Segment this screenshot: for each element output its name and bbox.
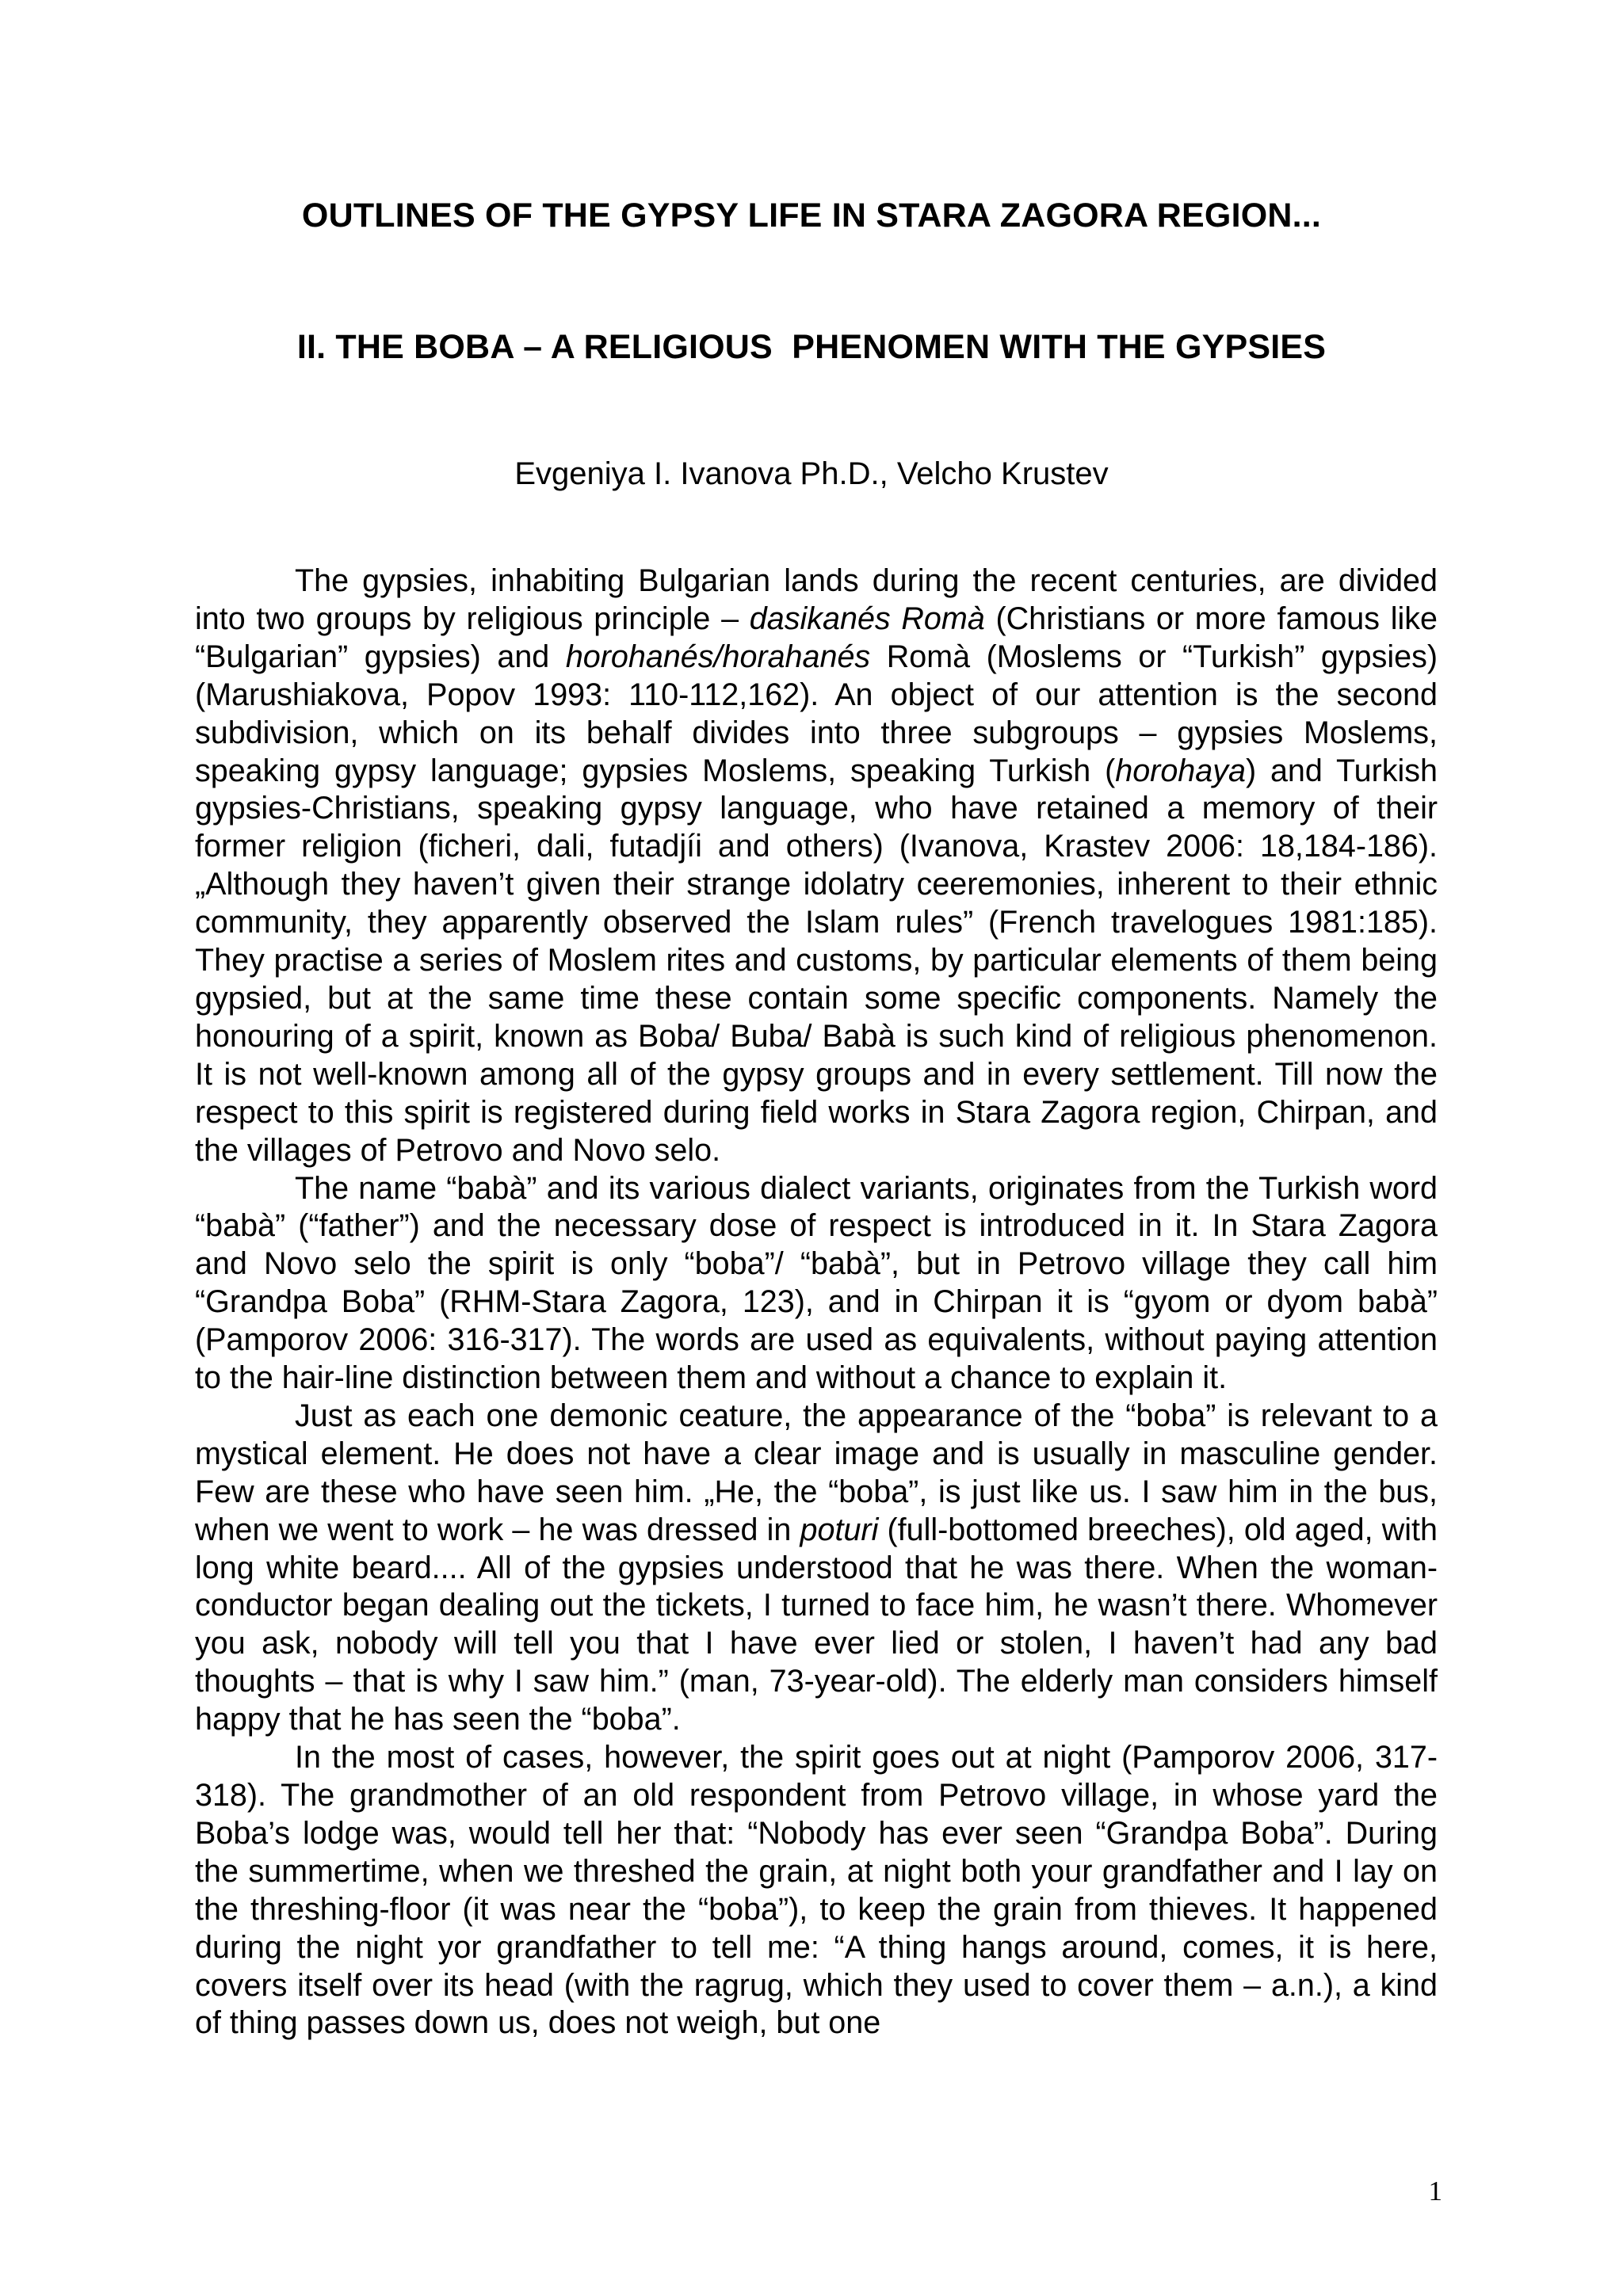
italic-term: horohaya: [1115, 753, 1246, 788]
text-run: (Christians or more famous like “Bulgarian” gypsies) and: [195, 601, 1438, 674]
body-paragraph: [195, 563, 1438, 1170]
italic-term: poturi: [800, 1512, 879, 1547]
body-text: [195, 563, 1438, 2042]
italic-term: dasikanés Romà: [749, 601, 985, 636]
text-run: (full-bottomed breeches), old aged, with long white beard.... All of the gypsies understood that he was there. When the woman-conductor began dealing out the tickets, I turned to face him, he wasn’t there. Whomever you ask, nobody will tell you that I have ever lied or stolen, I haven’t had any bad thoughts – that is why I saw him.” (man, 73-year-old). The elderly man considers himself happy that he has seen the “boba”.: [195, 1512, 1438, 1737]
page-number: 1: [1428, 2176, 1442, 2206]
text-run: The gypsies, inhabiting Bulgarian lands during the recent centuries, are divided into two groups by religious principle –: [195, 563, 1438, 636]
document-subtitle: II. THE BOBA – A RELIGIOUS PHENOMEN WITH THE GYPSIES: [296, 328, 1327, 366]
text-run: Just as each one demonic ceature, the appearance of the “boba” is relevant to a mystical element. He does not have a clear image and is usually in masculine gender. Few are these who have seen him. „He, the “boba”, is just like us. I saw him in the bus, when we went to work – he was dressed in: [195, 1398, 1438, 1547]
document-title: OUTLINES OF THE GYPSY LIFE IN STARA ZAGORA REGION...: [301, 196, 1322, 235]
text-run: In the most of cases, however, the spirit goes out at night (Pamporov 2006, 317-318). The grandmother of an old respondent from Petrovo village, in whose yard the Boba’s lodge was, would tell her that: “Nobody has ever seen “Grandpa Boba”. During the summertime, when we threshed the grain, at night both your grandfather and I lay on the threshing-floor (it was near the “boba”), to keep the grain from thieves. It happened during the night yor grandfather to tell me: “A thing hangs around, comes, it is here, covers itself over its head (with the ragrug, which they used to cover them – a.n.), a kind of thing passes down us, does not weigh, but one: [195, 1740, 1438, 2041]
body-paragraph: [195, 1170, 1438, 1398]
italic-term: horohanés/horahanés: [565, 639, 871, 674]
text-run: ) and Turkish gypsies-Christians, speaking gypsy language, who have retained a memory of their former religion (ficheri, dali, futadjíi and others) (Ivanova, Krastev 2006: 18,184-186). „Although they haven’t given their strange idolatry ceeremonies, inherent to their ethnic community, they apparently observed the Islam rules” (French travelogues 1981:185). They practise a series of Moslem rites and customs, by particular elements of them being gypsied, but at the same time these contain some specific components. Namely the honouring of a spirit, known as Boba/ Buba/ Babà is such kind of religious phenomenon. It is not well-known among all of the gypsy groups and in every settlement. Till now the respect to this spirit is registered during field works in Stara Zagora region, Chirpan, and the villages of Petrovo and Novo selo.: [195, 753, 1438, 1168]
body-paragraph: [195, 1739, 1438, 2042]
text-run: Romà (Moslems or “Turkish” gypsies) (Marushiakova, Popov 1993: 110-112,162). An object of our attention is the second subdivision, which on its behalf divides into three subgroups – gypsies Moslems, speaking gypsy language; gypsies Moslems, speaking Turkish (: [195, 639, 1438, 788]
body-paragraph: [195, 1398, 1438, 1739]
authors-line: Evgeniya I. Ivanova Ph.D., Velcho Krustev: [514, 456, 1109, 491]
text-run: The name “babà” and its various dialect variants, originates from the Turkish word “babà” (“father”) and the necessary dose of respect is introduced in it. In Stara Zagora and Novo selo the spirit is only “boba”/ “babà”, but in Petrovo village they call him “Grandpa Boba” (RHM-Stara Zagora, 123), and in Chirpan it is “gyom or dyom babà” (Pamporov 2006: 316-317). The words are used as equivalents, without paying attention to the hair-line distinction between them and without a chance to explain it.: [195, 1170, 1438, 1396]
